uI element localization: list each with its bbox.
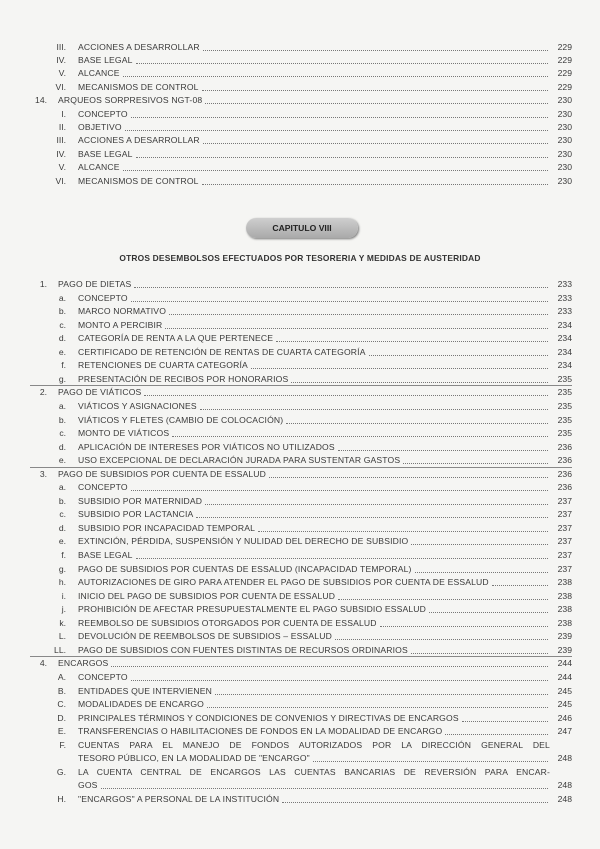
entry-title: MODALIDADES DE ENCARGO [78,699,205,710]
toc-entry [78,149,572,160]
leader-dots [101,788,548,789]
entry-number: d. [58,441,66,452]
page-number: 235 [557,373,572,384]
entry-number: a. [58,482,66,493]
entry-title: VIÁTICOS Y FLETES (CAMBIO DE COLOCACIÓN) [78,414,284,425]
entry-title: TRANSFERENCIAS O HABILITACIONES DE FONDOS EN LA MODALIDAD DE ENCARGO [78,726,443,737]
entry-number: a. [58,292,66,303]
entry-number: H. [57,793,66,804]
toc-entry [78,686,572,697]
toc-entry [78,509,572,520]
page-number: 233 [557,279,572,289]
leader-dots [136,558,548,559]
entry-title: PRINCIPALES TÉRMINOS Y CONDICIONES DE CONVENIOS Y DIRECTIVAS DE ENCARGOS [78,712,459,723]
leader-dots [205,504,548,505]
entry-title: APLICACIÓN DE INTERESES POR VIÁTICOS NO UTILIZADOS [78,441,335,452]
leader-dots [203,143,548,144]
entry-number: i. [61,590,66,601]
entry-number: 4. [39,658,47,669]
leader-dots [165,328,548,329]
toc-entry-continuation [78,780,572,791]
entry-title: MECANISMOS DE CONTROL [78,81,199,92]
page-number: 236 [557,455,572,466]
leader-dots [144,395,548,396]
entry-number: V. [58,68,66,79]
page-number: 236 [557,482,572,493]
entry-number: a. [58,400,66,411]
leader-dots [380,626,548,627]
page-number: 244 [557,671,572,682]
toc-entry [78,726,572,737]
entry-number: e. [58,346,66,357]
page-number: 230 [557,175,572,186]
page-number: 233 [557,292,572,303]
page-number: 237 [557,550,572,560]
entry-number: h. [58,577,66,588]
page-number: 237 [557,509,572,520]
entry-number: L. [58,631,66,642]
toc-entry [78,645,572,656]
entry-number: LL. [54,644,66,655]
entry-number: b. [58,306,66,317]
entry-number: d. [58,333,66,344]
entry-number: F. [59,739,66,750]
entry-title: ACCIONES A DESARROLLAR [78,135,200,146]
entry-title: MONTO DE VIÁTICOS [78,428,170,439]
entry-number: VI. [55,81,66,92]
toc-entry [78,496,572,507]
leader-dots [411,653,548,654]
entry-title: MARCO NORMATIVO [78,306,167,317]
page-number: 237 [557,495,572,506]
entry-number: IV. [56,148,66,159]
page-number: 236 [557,441,572,452]
leader-dots [172,436,548,437]
leader-dots [492,585,548,586]
leader-dots [462,721,548,722]
entry-number: D. [57,712,66,723]
leader-dots [131,680,548,681]
page-number: 245 [557,685,572,696]
entry-title: SUBSIDIO POR MATERNIDAD [78,495,203,506]
toc-entry [78,577,572,588]
entry-title: SUBSIDIO POR INCAPACIDAD TEMPORAL [78,522,256,533]
entry-number: 14. [35,95,47,106]
page-number: 234 [557,360,572,371]
section-divider [30,467,572,468]
toc-entry [78,523,572,534]
page-number: 235 [557,428,572,439]
leader-dots [131,117,548,118]
toc-entry [78,109,572,120]
toc-entry [78,360,572,371]
toc-entry [78,122,572,133]
toc-entry [78,536,572,547]
page-number: 229 [557,54,572,65]
entry-title: ALCANCE [78,68,120,79]
leader-dots [136,63,548,64]
page-number: 230 [557,108,572,119]
toc-entry [78,591,572,602]
entry-title-continued: GOS [78,780,98,791]
toc-entry [78,68,572,79]
leader-dots [338,450,548,451]
leader-dots [207,707,548,708]
entry-title: ENCARGOS [58,658,109,669]
entry-number: c. [59,319,66,330]
entry-number: e. [58,455,66,466]
leader-dots [131,301,548,302]
leader-dots [203,50,548,51]
entry-number: f. [61,360,66,371]
page-number: 235 [557,414,572,425]
entry-number: V. [58,162,66,173]
entry-number: A. [57,671,66,682]
page-number: 230 [557,121,572,132]
page-number: 238 [557,617,572,628]
toc-entry [78,82,572,93]
entry-number: 2. [39,387,47,398]
entry-title: ACCIONES A DESARROLLAR [78,41,200,52]
toc-entry [78,604,572,615]
leader-dots [111,666,548,667]
leader-dots [123,76,548,77]
toc-entry [58,469,572,480]
leader-dots [411,544,548,545]
page-number: 238 [557,604,572,615]
entry-title: PAGO DE VIÁTICOS [58,387,142,398]
toc-entry [78,135,572,146]
section-divider [30,656,572,657]
page-number: 246 [557,712,572,723]
entry-title: LA CUENTA CENTRAL DE ENCARGOS LAS CUENTAS BANCARIAS DE REVERSIÓN PARA ENCAR- [78,766,550,777]
entry-title: "ENCARGOS" A PERSONAL DE LA INSTITUCIÓN [78,793,280,804]
entry-title: BASE LEGAL [78,54,133,65]
page-number: 230 [557,162,572,173]
page-number: 235 [557,400,572,411]
entry-title: CONCEPTO [78,292,128,303]
entry-number: j. [61,604,66,615]
page-number: 237 [557,563,572,574]
toc-entry [78,550,572,561]
page-number: 229 [557,41,572,52]
entry-title: SUBSIDIO POR LACTANCIA [78,509,194,520]
page-number: 248 [557,753,572,764]
toc-entry [78,482,572,493]
entry-title: PAGO DE SUBSIDIOS POR CUENTA DE ESSALUD [58,468,267,479]
page-number: 239 [557,631,572,642]
entry-title: RETENCIONES DE CUARTA CATEGORÍA [78,360,248,371]
page-number: 239 [557,644,572,655]
entry-title: MECANISMOS DE CONTROL [78,175,199,186]
entry-title: CERTIFICADO DE RETENCIÓN DE RENTAS DE CUARTA CATEGORÍA [78,346,366,357]
entry-title: CONCEPTO [78,108,128,119]
entry-number: C. [57,699,66,710]
entry-title: CONCEPTO [78,671,128,682]
entry-number: B. [57,685,66,696]
page-number: 247 [557,726,572,737]
toc-entry [78,333,572,344]
leader-dots [403,463,548,464]
page-number: 238 [557,577,572,588]
leader-dots [202,184,548,185]
entry-title: CUENTAS PARA EL MANEJO DE FONDOS AUTORIZADOS POR LA DIRECCIÓN GENERAL DEL [78,739,550,750]
toc-entry [78,442,572,453]
page-number: 244 [557,658,572,669]
entry-title: ALCANCE [78,162,120,173]
entry-number: k. [59,617,66,628]
entry-number: E. [57,726,66,737]
entry-title-continued: TESORO PÚBLICO, EN LA MODALIDAD DE "ENCARGO" [78,753,310,764]
toc-entry [78,374,572,385]
toc-entry [78,306,572,317]
toc-entry [78,401,572,412]
leader-dots [445,734,548,735]
toc-entry [58,658,572,669]
entry-title: PAGO DE SUBSIDIOS POR CUENTAS DE ESSALUD (INCAPACIDAD TEMPORAL) [78,563,412,574]
entry-number: d. [58,522,66,533]
entry-number: VI. [55,175,66,186]
toc-entry [78,672,572,683]
entry-number: g. [58,563,66,574]
leader-dots [131,490,548,491]
toc-entry [78,713,572,724]
entry-title: INICIO DEL PAGO DE SUBSIDIOS POR CUENTA DE ESSALUD [78,590,336,601]
entry-title: PAGO DE DIETAS [58,279,132,289]
page-number: 229 [557,68,572,79]
entry-title: ENTIDADES QUE INTERVIENEN [78,685,212,696]
leader-dots [258,531,548,532]
page-number: 234 [557,333,572,344]
entry-number: IV. [56,54,66,65]
toc-entry [78,428,572,439]
page-number: 229 [557,81,572,92]
leader-dots [313,761,548,762]
leader-dots [215,694,548,695]
toc-entry [78,455,572,466]
page-number: 233 [557,306,572,317]
toc-entry [58,279,572,290]
toc-entry [78,55,572,66]
page-number: 230 [557,148,572,159]
toc-entry [78,176,572,187]
entry-title: DEVOLUCIÓN DE REEMBOLSOS DE SUBSIDIOS – ESSALUD [78,631,332,642]
page-number: 234 [557,319,572,330]
entry-number: 1. [39,279,47,289]
leader-dots [125,130,548,131]
entry-number: c. [59,428,66,439]
page-number: 237 [557,536,572,547]
toc-entry [78,794,572,805]
entry-title: BASE LEGAL [78,148,133,159]
toc-entry [78,618,572,629]
entry-title: BASE LEGAL [78,550,133,560]
entry-number: g. [58,373,66,384]
leader-dots [338,599,548,600]
page-number: 238 [557,590,572,601]
entry-number: G. [56,766,66,777]
page-number: 235 [557,387,572,398]
toc-entry [58,387,572,398]
entry-number: c. [59,509,66,520]
entry-title: EXTINCIÓN, PÉRDIDA, SUSPENSIÓN Y NULIDAD DEL DERECHO DE SUBSIDIO [78,536,409,547]
page-number: 230 [557,95,572,106]
entry-title: PAGO DE SUBSIDIOS CON FUENTES DISTINTAS DE RECURSOS ORDINARIOS [78,644,408,655]
chapter-label: CAPITULO VIII [272,223,332,233]
leader-dots [123,170,548,171]
chapter-badge [246,218,358,238]
toc-entry-continuation [78,753,572,764]
leader-dots [134,287,548,288]
entry-number: b. [58,495,66,506]
entry-number: I. [61,108,66,119]
toc-entry [78,415,572,426]
section-title: OTROS DESEMBOLSOS EFECTUADOS POR TESORERIA Y MEDIDAS DE AUSTERIDAD [119,253,481,263]
entry-number: 3. [39,468,47,479]
entry-title: CONCEPTO [78,482,128,493]
leader-dots [269,477,548,478]
entry-title: VIÁTICOS Y ASIGNACIONES [78,400,197,411]
leader-dots [200,409,548,410]
leader-dots [286,423,548,424]
leader-dots [369,355,548,356]
toc-entry [78,699,572,710]
leader-dots [202,90,548,91]
toc-entry [78,42,572,53]
page-number: 236 [557,468,572,479]
entry-title: REEMBOLSO DE SUBSIDIOS OTORGADOS POR CUENTA DE ESSALUD [78,617,377,628]
entry-title: USO EXCEPCIONAL DE DECLARACIÓN JURADA PARA SUSTENTAR GASTOS [78,455,401,466]
entry-number: II. [58,121,66,132]
leader-dots [136,157,548,158]
entry-number: b. [58,414,66,425]
entry-title: CATEGORÍA DE RENTA A LA QUE PERTENECE [78,333,274,344]
page-number: 248 [557,793,572,804]
entry-title: OBJETIVO [78,121,122,132]
page-number: 234 [557,346,572,357]
leader-dots [205,103,548,104]
page-number: 245 [557,699,572,710]
entry-title: ARQUEOS SORPRESIVOS NGT-08 [58,95,203,106]
leader-dots [196,517,548,518]
entry-title: PRESENTACIÓN DE RECIBOS POR HONORARIOS [78,373,289,384]
leader-dots [276,341,548,342]
leader-dots [291,382,548,383]
leader-dots [415,572,548,573]
toc-entry [78,293,572,304]
entry-number: e. [58,536,66,547]
leader-dots [282,802,548,803]
entry-number: f. [61,550,66,560]
toc-entry [58,95,572,106]
entry-number: III. [56,41,66,52]
toc-entry [78,564,572,575]
entry-title: MONTO A PERCIBIR [78,319,163,330]
entry-title: AUTORIZACIONES DE GIRO PARA ATENDER EL PAGO DE SUBSIDIOS POR CUENTA DE ESSALUD [78,577,489,588]
toc-entry [78,162,572,173]
leader-dots [429,612,548,613]
toc-entry [78,347,572,358]
page-number: 230 [557,135,572,146]
section-divider [30,385,572,386]
leader-dots [335,639,548,640]
leader-dots [169,314,548,315]
toc-entry [78,320,572,331]
entry-number: III. [56,135,66,146]
toc-entry [78,631,572,642]
page-number: 248 [557,780,572,791]
page-number: 237 [557,522,572,533]
leader-dots [251,368,548,369]
entry-title: PROHIBICIÓN DE AFECTAR PRESUPUESTALMENTE EL PAGO SUBSIDIO ESSALUD [78,604,427,615]
